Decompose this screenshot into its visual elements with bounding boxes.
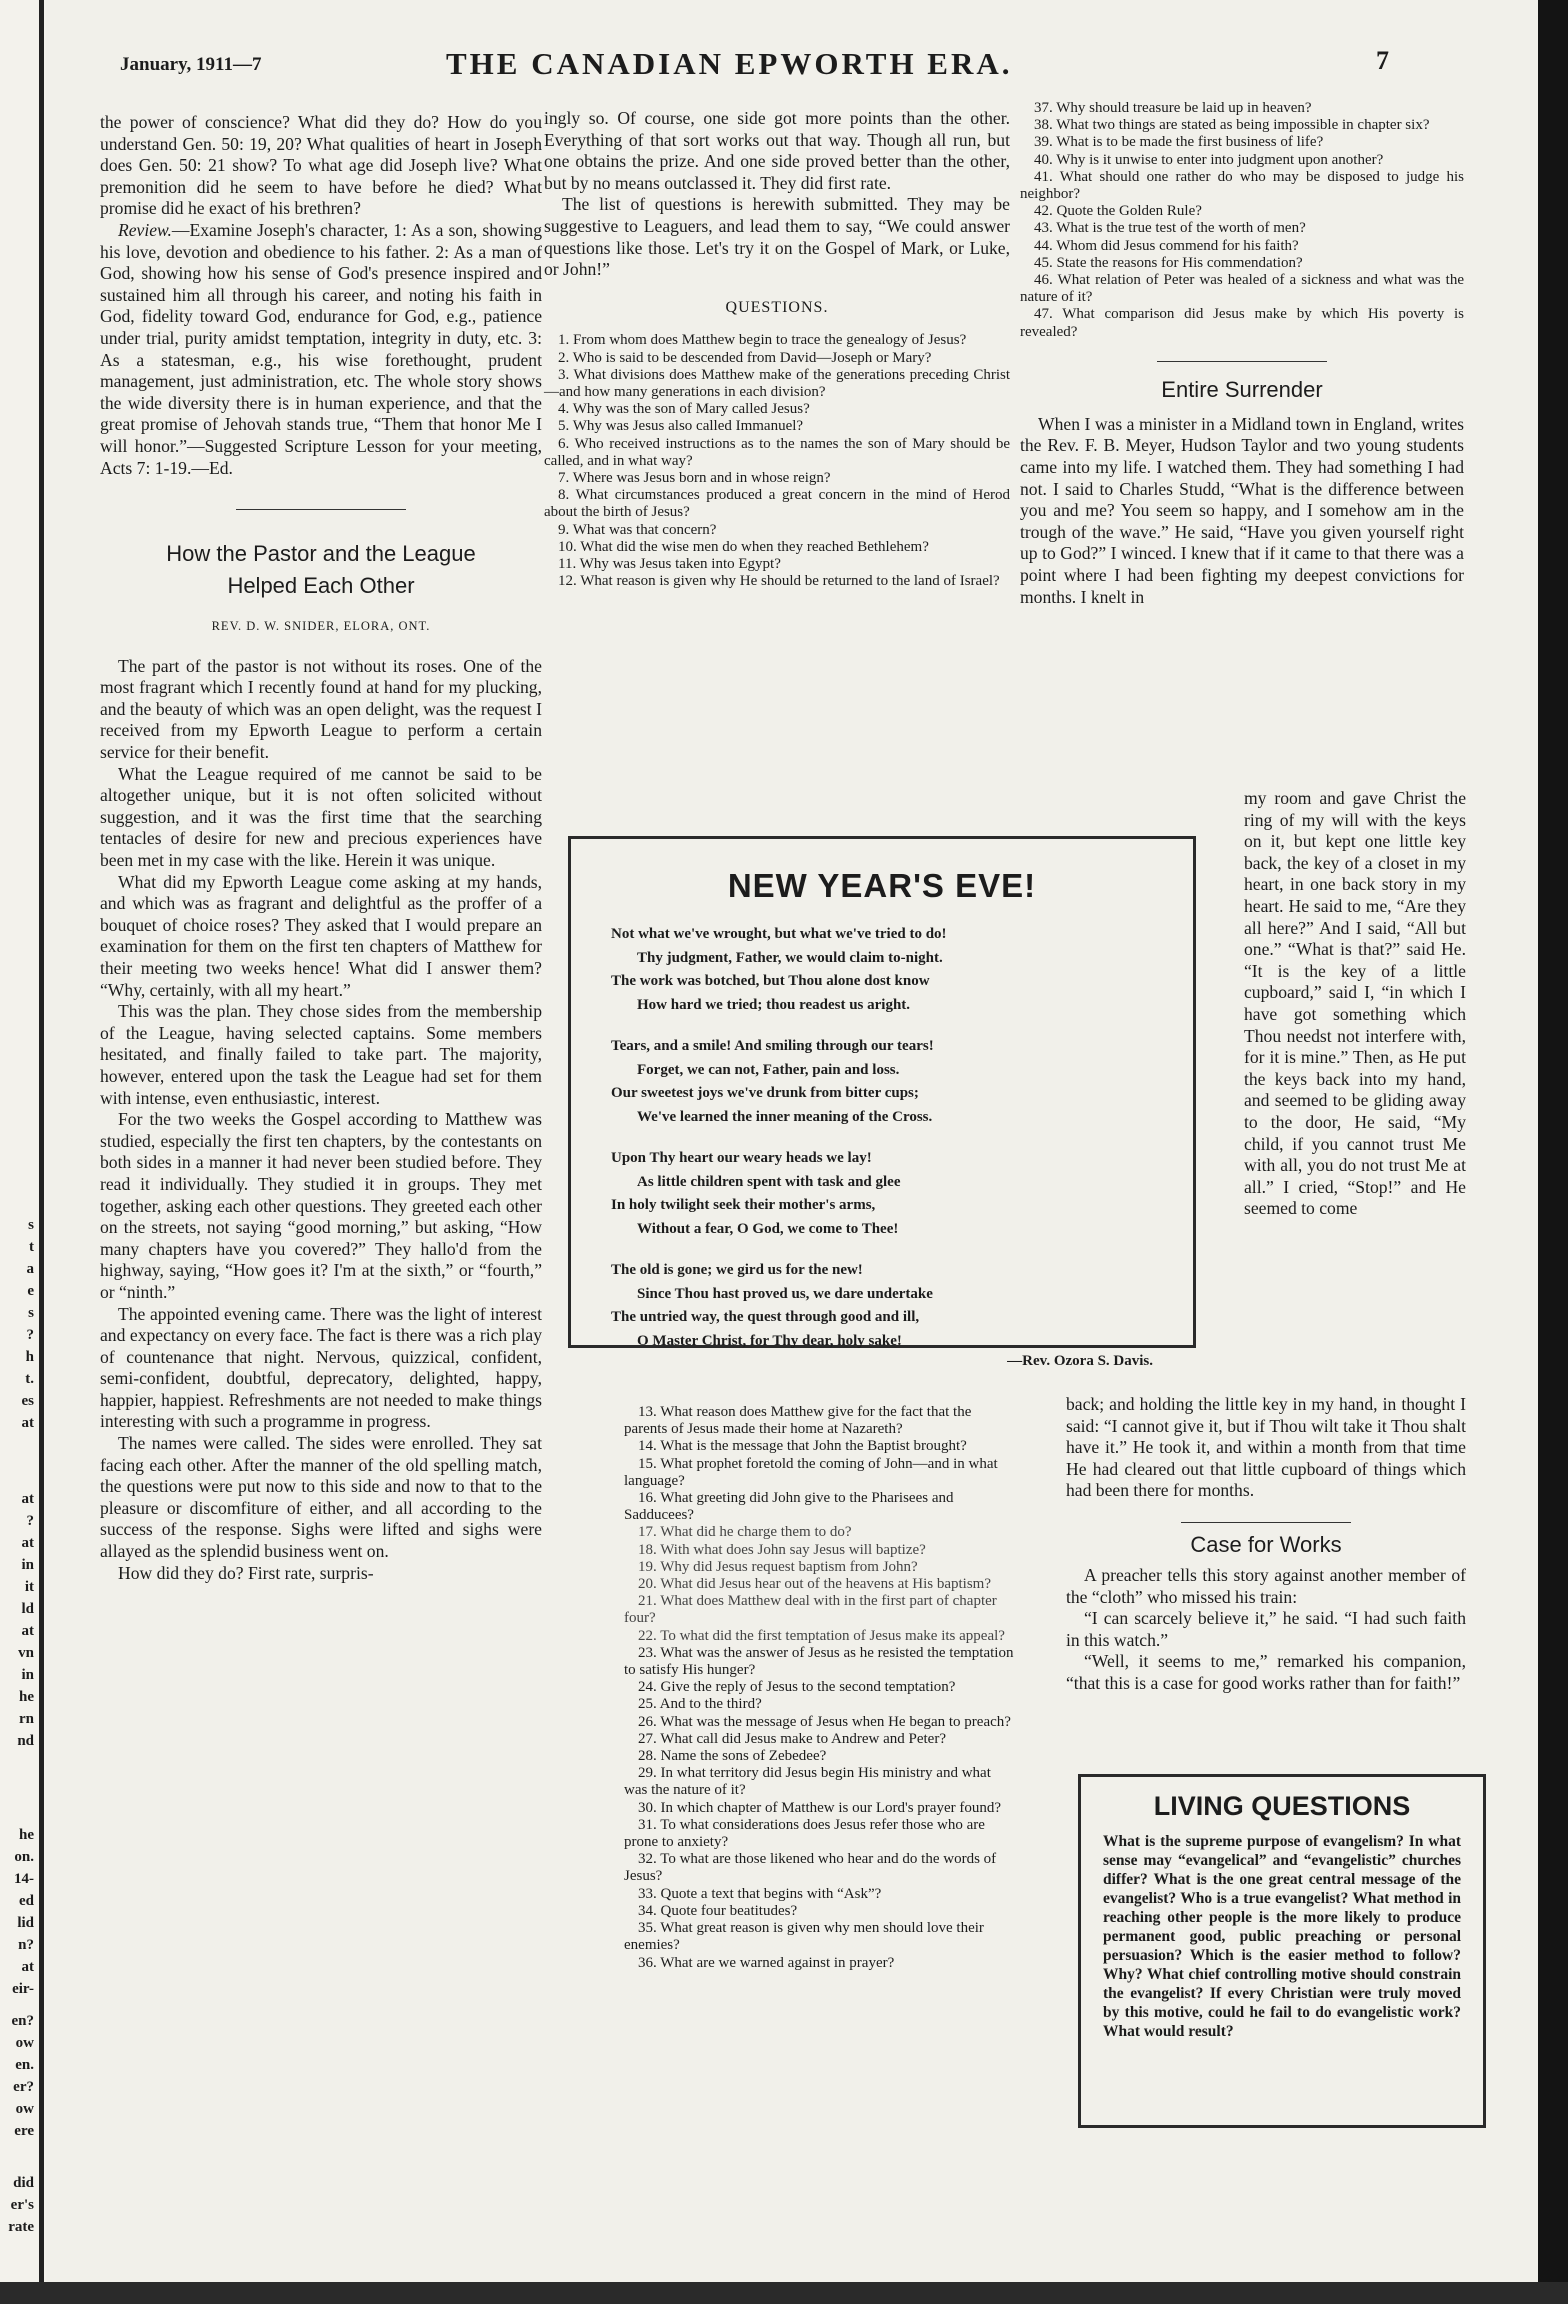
- question-item: 3. What divisions does Matthew make of the generations preceding Christ—and how many generations in each division?: [544, 366, 1010, 400]
- margin-fragment: at: [21, 1535, 34, 1551]
- column-right-lower: [1066, 1394, 1466, 1695]
- question-item: 26. What was the message of Jesus when He began to preach?: [638, 1713, 1011, 1730]
- page-header: [46, 42, 1538, 92]
- review-paragraph: [100, 220, 542, 479]
- poem-line: O Master Christ, for Thy dear, holy sake!: [637, 1332, 902, 1349]
- column-left: [100, 112, 542, 1584]
- margin-fragment: lid: [17, 1915, 34, 1931]
- margin-fragment: at: [21, 1415, 34, 1431]
- poem-stanza: [611, 1259, 1193, 1353]
- review-label: Review.: [118, 219, 172, 240]
- question-item: 19. Why did Jesus request baptism from John?: [638, 1558, 918, 1575]
- margin-fragment: er's: [10, 2197, 34, 2213]
- article-paragraph: The appointed evening came. There was the light of interest and expectancy on every face. The fact is there was a rich play of countenance that night. Nervous, quizzical, confident, semi-confident, doubtful, deprecatory, delighted, happy, happier, happiest. Refreshments are not needed to make things interesting with such a programme in progress.: [100, 1303, 542, 1432]
- question-item: 12. What reason is given why He should be returned to the land of Israel?: [558, 573, 1000, 590]
- question-item: 4. Why was the son of Mary called Jesus?: [558, 401, 810, 418]
- question-item: 24. Give the reply of Jesus to the second temptation?: [638, 1679, 956, 1696]
- question-item: 6. Who received instructions as to the names the son of Mary should be called, and in what way?: [544, 435, 1010, 469]
- margin-fragment: did: [13, 2175, 34, 2191]
- poem-line: Thy judgment, Father, we would claim to-night.: [637, 949, 943, 966]
- question-item: 28. Name the sons of Zebedee?: [638, 1748, 827, 1765]
- page-number: 7: [1376, 46, 1389, 75]
- question-item: 40. Why is it unwise to enter into judgment upon another?: [1034, 151, 1384, 168]
- left-page-edge: [0, 0, 46, 2304]
- paragraph: back; and holding the little key in my hand, in thought I said: “I cannot give it, but if Thou wilt take it Thou shalt have it.” He took it, and within a month from that time He had cleared out that little cupboard of things which had been there for months.: [1066, 1394, 1466, 1501]
- article-paragraph: This was the plan. They chose sides from the membership of the League, having selected captains. Some members hesitated, and finally failed to take part. The majority, however, entered upon the task the League had set for them with intense, even enthusiastic, interest.: [100, 1001, 542, 1108]
- margin-fragment: at: [21, 1491, 34, 1507]
- question-item: 1. From whom does Matthew begin to trace the genealogy of Jesus?: [558, 332, 967, 349]
- poem-line: Since Thou hast proved us, we dare undertake: [637, 1285, 933, 1302]
- margin-fragment: he: [19, 1827, 34, 1843]
- margin-fragment: en.: [15, 2057, 34, 2073]
- poem-author: —Rev. Ozora S. Davis.: [1007, 1353, 1153, 1369]
- poem-line: As little children spent with task and glee: [637, 1173, 901, 1190]
- poem-line: The work was botched, but Thou alone dost know: [611, 973, 930, 989]
- margin-fragment: s: [28, 1305, 34, 1321]
- paragraph: ingly so. Of course, one side got more points than the other. Everything of that sort works out that way. Though all run, but one obtains the prize. And one side proved better than the other, but by no means outclassed it. They did first rate.: [544, 108, 1010, 193]
- question-item: 21. What does Matthew deal with in the first part of chapter four?: [624, 1593, 997, 1627]
- article-paragraph: The part of the pastor is not without its roses. One of the most fragrant which I recently found at hand for my plucking, and the beauty of which was an open delight, was the request I received from my Epworth League to perform a certain service for their benefit.: [100, 655, 542, 763]
- question-item: 2. Who is said to be descended from David—Joseph or Mary?: [558, 349, 932, 366]
- article-title: How the Pastor and the League Helped Each Other: [166, 541, 476, 599]
- issue-date: January, 1911—7: [120, 54, 262, 75]
- column-right: [1020, 100, 1464, 608]
- poem-stanza: [611, 1147, 1193, 1241]
- question-item: 36. What are we warned against in prayer?: [638, 1954, 895, 1971]
- poem: [571, 923, 1193, 1353]
- question-item: 35. What great reason is given why men should love their enemies?: [624, 1920, 984, 1954]
- question-item: 29. In what territory did Jesus begin His ministry and what was the nature of it?: [624, 1765, 991, 1799]
- question-item: 45. State the reasons for His commendation?: [1034, 254, 1303, 271]
- margin-fragment: in: [21, 1557, 34, 1573]
- question-item: 34. Quote four beatitudes?: [638, 1902, 798, 1919]
- margin-fragment: ow: [15, 2035, 34, 2051]
- question-item: 8. What circumstances produced a great concern in the mind of Herod about the birth of Jesus?: [544, 487, 1010, 521]
- margin-fragment: t: [29, 1239, 34, 1255]
- margin-fragment: he: [19, 1689, 34, 1705]
- article-body: [100, 656, 542, 1585]
- poem-stanza: [611, 923, 1193, 1017]
- paragraph: When I was a minister in a Midland town in England, writes the Rev. F. B. Meyer, Hudson Taylor and two young students came into my life. I watched them. They had something I had not. I said to Charles Studd, “What is the difference between you and me? You seem so happy, and I somehow am in the trough of the wave.” He said, “Have you given yourself right up to God?” I winced. I knew that if it came to that there was a point where I had been fighting my deepest convictions for months. I knelt in: [1020, 413, 1464, 607]
- margin-fragment: ?: [26, 1513, 34, 1529]
- margin-fragment: 14-: [14, 1871, 34, 1887]
- box-title: NEW YEAR'S EVE!: [727, 867, 1037, 904]
- margin-fragment: at: [21, 1623, 34, 1639]
- question-item: 16. What greeting did John give to the Pharisees and Sadducees?: [624, 1490, 954, 1524]
- question-item: 11. Why was Jesus taken into Egypt?: [558, 555, 781, 572]
- paragraph: A preacher tells this story against another member of the “cloth” who missed his train:: [1066, 1564, 1466, 1607]
- question-item: 13. What reason does Matthew give for the fact that the parents of Jesus made their home at Nazareth?: [624, 1404, 972, 1438]
- margin-fragment: ow: [15, 2101, 34, 2117]
- question-item: 37. Why should treasure be laid up in heaven?: [1034, 100, 1312, 116]
- paragraph: The list of questions is herewith submitted. They may be suggestive to Leaguers, and lead them to say, “We could answer questions like those. Let's try it on the Gospel of Mark, or Luke, or John!”: [544, 194, 1010, 280]
- question-item: 42. Quote the Golden Rule?: [1034, 203, 1202, 220]
- question-item: 10. What did the wise men do when they reached Bethlehem?: [558, 538, 929, 555]
- binding-rule: [39, 0, 44, 2304]
- poem-line: Without a fear, O God, we come to Thee!: [637, 1220, 899, 1237]
- question-item: 31. To what considerations does Jesus refer those who are prone to anxiety?: [624, 1816, 985, 1851]
- margin-fragment: ere: [14, 2123, 34, 2139]
- question-item: 46. What relation of Peter was healed of a sickness and what was the nature of it?: [1020, 272, 1464, 306]
- margin-fragment: nd: [17, 1733, 34, 1749]
- margin-fragment: it: [24, 1579, 34, 1595]
- margin-fragment: rn: [19, 1711, 34, 1727]
- question-item: 30. In which chapter of Matthew is our Lord's prayer found?: [638, 1799, 1002, 1816]
- margin-fragment: vn: [18, 1645, 34, 1661]
- bottom-page-edge: [0, 2282, 1568, 2304]
- question-item: 32. To what are those likened who hear and do the words of Jesus?: [624, 1851, 997, 1885]
- poem-line: How hard we tried; thou readest us aright.: [637, 996, 911, 1013]
- questions-list-b: [624, 1404, 1016, 1972]
- article-paragraph: The names were called. The sides were enrolled. They sat facing each other. After the manner of the old spelling match, the questions were put now to this side and now to that to the pleasure or discomfiture of either, and all according to the success of the response. Sighs were lifted and sighs were allayed as the splendid business went on.: [100, 1433, 542, 1562]
- question-item: 25. And to the third?: [638, 1696, 762, 1713]
- newspaper-page: [46, 0, 1538, 2282]
- poem-line: We've learned the inner meaning of the Cross.: [637, 1108, 933, 1125]
- poem-line: Forget, we can not, Father, pain and loss.: [637, 1061, 900, 1078]
- byline: REV. D. W. SNIDER, ELORA, ONT.: [211, 619, 431, 634]
- paragraph: the power of conscience? What did they do? How do you understand Gen. 50: 19, 20? What qualities of heart in Joseph does Gen. 50: 21 show? To what age did Joseph live? What premonition did he seem to have before he died? What promise did he exact of his brethren?: [100, 112, 542, 219]
- poem-line: Not what we've wrought, but what we've tried to do!: [611, 926, 947, 942]
- new-years-eve-box: [568, 836, 1196, 1369]
- question-item: 39. What is to be made the first business of life?: [1034, 134, 1324, 151]
- paragraph: “I can scarcely believe it,” he said. “I had such faith in this watch.”: [1066, 1608, 1466, 1650]
- margin-fragment: rate: [8, 2219, 34, 2235]
- poem-line: The old is gone; we gird us for the new!: [611, 1262, 863, 1278]
- question-item: 43. What is the true test of the worth of men?: [1034, 220, 1306, 237]
- poem-line: In holy twilight seek their mother's arms,: [611, 1197, 876, 1213]
- questions-list-a: [544, 332, 1010, 590]
- box-body: What is the supreme purpose of evangelism? In what sense may “evangelical” and “evangelistic” churches differ? What is the one great central message of the evangelist? Who is a true evangelist? What method in reaching other people is the more likely to produce permanent good, public preaching or personal persuasion? Which is the easier method to follow? Why? What chief controlling motive should constrain the evangelist? If every Christian were truly moved by this motive, could he fail to do evangelistic work? What would result?: [1103, 1833, 1461, 2040]
- question-item: 41. What should one rather do who may be disposed to judge his neighbor?: [1020, 168, 1464, 203]
- question-item: 27. What call did Jesus make to Andrew and Peter?: [638, 1730, 946, 1747]
- box-title: LIVING QUESTIONS: [1153, 1791, 1411, 1821]
- masthead-title: THE CANADIAN EPWORTH ERA.: [446, 46, 1013, 81]
- margin-fragment: e: [27, 1283, 34, 1299]
- margin-fragment: h: [25, 1349, 34, 1365]
- margin-fragment: t.: [25, 1371, 34, 1387]
- margin-fragment: a: [26, 1261, 34, 1277]
- poem-line: The untried way, the quest through good and ill,: [611, 1309, 920, 1325]
- section-title-works: Case for Works: [1190, 1531, 1342, 1557]
- margin-fragment: eir-: [12, 1981, 34, 1997]
- poem-line: Our sweetest joys we've drunk from bitter cups;: [611, 1085, 919, 1101]
- poem-stanza: [611, 1035, 1193, 1129]
- right-page-edge: [1538, 0, 1568, 2304]
- question-item: 18. With what does John say Jesus will baptize?: [638, 1541, 926, 1558]
- margin-fragment: at: [21, 1959, 34, 1975]
- margin-fragment: s: [28, 1217, 34, 1233]
- poem-line: Tears, and a smile! And smiling through our tears!: [611, 1038, 934, 1054]
- paragraph: “Well, it seems to me,” remarked his companion, “that this is a case for good works rather than for faith!”: [1066, 1651, 1466, 1693]
- review-text: —Examine Joseph's character, 1: As a son, showing his love, devotion and obedience to his father. 2: As a man of God, showing how his sense of God's presence inspired and sustained him all through his career, and noting his faith in God, fidelity toward God, endurance for God, e.g., patience under trial, purity amidst temptation, integrity in duty, etc. 3: As a statesman, e.g., his wise forethought, prudent management, just administration, etc. The whole story shows the wide diversity there is in human experience, and that the great promise of Jehovah stands true, “Them that honor Me I will honor.”—Suggested Scripture Lesson for your meeting, Acts 7: 1-19.—Ed.: [100, 219, 542, 478]
- margin-fragment: ?: [26, 1327, 34, 1343]
- question-item: 14. What is the message that John the Baptist brought?: [638, 1438, 967, 1455]
- question-item: 9. What was that concern?: [558, 521, 717, 538]
- question-item: 7. Where was Jesus born and in whose reign?: [558, 469, 831, 486]
- margin-fragment: in: [21, 1667, 34, 1683]
- margin-fragment: es: [21, 1393, 34, 1409]
- question-item: 23. What was the answer of Jesus as he resisted the temptation to satisfy His hunger?: [624, 1644, 1014, 1679]
- poem-line: Upon Thy heart our weary heads we lay!: [611, 1150, 872, 1166]
- section-title-surrender: Entire Surrender: [1161, 376, 1323, 402]
- margin-fragment: on.: [14, 1849, 34, 1865]
- surrender-narrow-text: my room and gave Christ the ring of my will with the keys on it, but kept one little key back, the key of a closet in my heart, in one back story in my heart. He said to me, “Are they all here?” And I said, “All but one.” “What is that?” said He. “It is the key of a little cupboard,” said I, “in which I have got something which Thou needst not interfere with, for it is mine.” Then, as He put the keys back into my hand, and seemed to be gliding away to the door, He said, “My child, if you cannot trust Me with all, you do not trust Me at all.” I cried, “Stop!” and He seemed to come: [1244, 788, 1466, 1219]
- margin-fragment: n?: [18, 1937, 34, 1953]
- article-paragraph: What the League required of me cannot be said to be altogether unique, but it is not often solicited without suggestion, and it was the first time that the searching tentacles of desire for new and precious experiences have been met in my case with the like. Herein it was unique.: [100, 763, 542, 871]
- article-paragraph: What did my Epworth League come asking at my hands, and which was as fragrant and delightful as the proffer of a bouquet of choice roses? They asked that I would prepare an examination for them on the first ten chapters of Matthew for their meeting two weeks hence! What did I answer them? “Why, certainly, with all my heart.”: [100, 871, 542, 1000]
- question-item: 5. Why was Jesus also called Immanuel?: [558, 418, 804, 435]
- question-item: 47. What comparison did Jesus make by which His poverty is revealed?: [1020, 306, 1464, 340]
- questions-heading: QUESTIONS.: [725, 298, 829, 316]
- question-item: 44. Whom did Jesus commend for his faith?: [1034, 237, 1299, 254]
- question-item: 38. What two things are stated as being impossible in chapter six?: [1034, 117, 1430, 134]
- question-item: 17. What did he charge them to do?: [638, 1524, 852, 1541]
- question-item: 33. Quote a text that begins with “Ask”?: [638, 1885, 882, 1902]
- margin-fragment: ed: [19, 1893, 34, 1909]
- questions-list-c: [1020, 100, 1464, 341]
- question-item: 15. What prophet foretold the coming of John—and in what language?: [624, 1455, 998, 1489]
- article-paragraph: For the two weeks the Gospel according to Matthew was studied, especially the first ten chapters, by the contestants on both sides in a manner it had never been studied before. They read it individually. They studied it in groups. They met together, asking each other questions. They greeted each other on the streets, not saying “good morning,” but asking, “How many chapters have you covered?” They hallo'd from the highway, saying, “How goes it? I'm at the sixth,” or “fourth,” or “ninth.”: [100, 1109, 542, 1302]
- margin-fragment: en?: [11, 2013, 34, 2029]
- question-item: 20. What did Jesus hear out of the heavens at His baptism?: [638, 1576, 991, 1593]
- article-paragraph: How did they do? First rate, surpris-: [118, 1562, 374, 1583]
- margin-fragment: er?: [13, 2079, 34, 2095]
- living-questions-box: [1078, 1774, 1486, 2128]
- question-item: 22. To what did the first temptation of Jesus make its appeal?: [638, 1627, 1005, 1644]
- margin-fragment: ld: [21, 1601, 34, 1617]
- column-middle: [544, 108, 1010, 590]
